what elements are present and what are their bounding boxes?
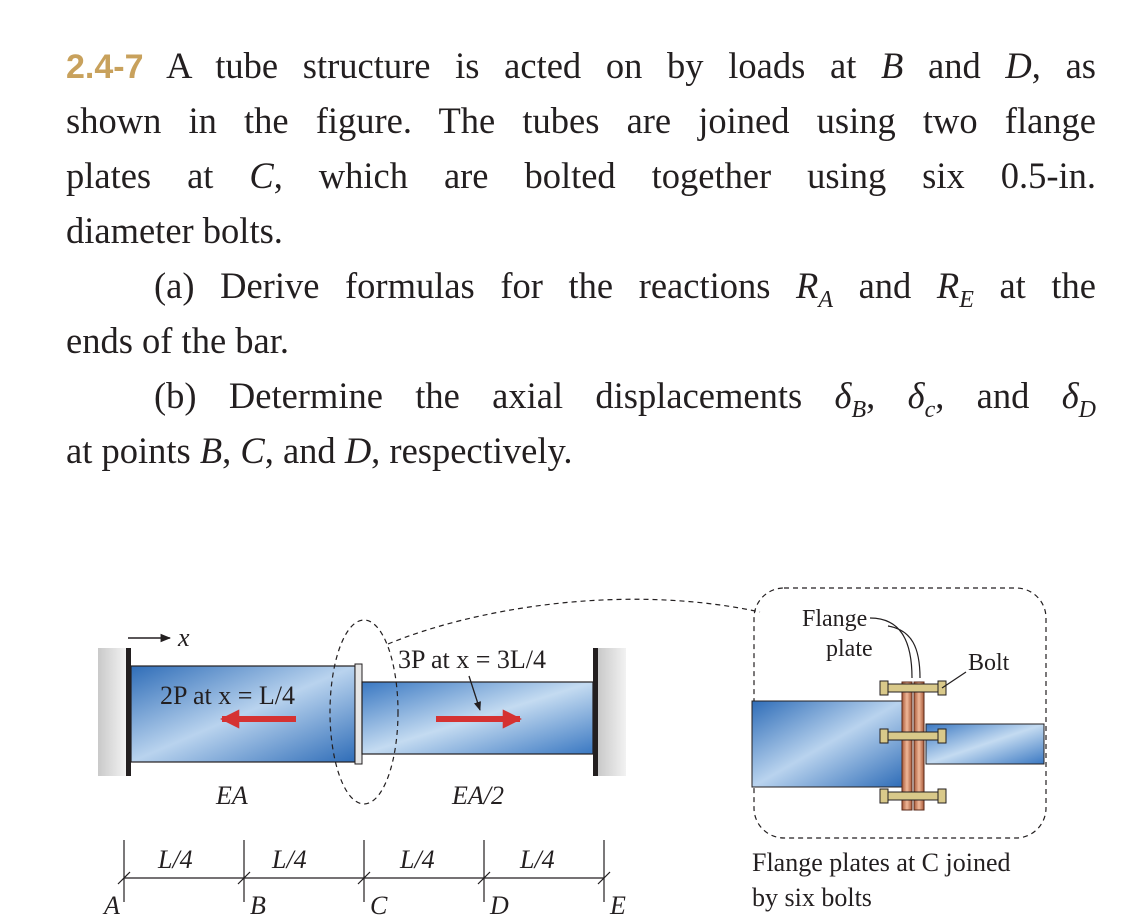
text: at the bbox=[973, 265, 1096, 306]
var-B: B bbox=[199, 430, 223, 471]
text: at points bbox=[66, 430, 200, 471]
text: and bbox=[903, 45, 1006, 86]
var-B: B bbox=[881, 45, 904, 86]
text: plates at bbox=[66, 155, 250, 196]
var-delta: δ bbox=[1061, 375, 1079, 416]
problem-statement bbox=[66, 38, 1096, 478]
part-b-line-1 bbox=[66, 368, 1096, 423]
detail-caption-line-2: by six bolts bbox=[752, 883, 872, 912]
part-b-line-2 bbox=[66, 423, 1096, 478]
left-wall bbox=[98, 648, 131, 776]
problem-line-4: diameter bolts. bbox=[66, 210, 283, 251]
detail-tube-left bbox=[752, 701, 902, 787]
text: and bbox=[833, 265, 937, 306]
load-B-label: 2P at x = L/4 bbox=[160, 681, 296, 710]
dim-CD: L/4 bbox=[400, 845, 435, 874]
flange-label-line-2: plate bbox=[826, 636, 873, 662]
flange-plate-left bbox=[355, 664, 362, 764]
detail-flange-plates bbox=[902, 682, 924, 810]
bolt-leader bbox=[942, 672, 966, 688]
problem-line-2: shown in the figure. The tubes are joined using two flange bbox=[66, 100, 1096, 141]
sub-E: E bbox=[959, 287, 974, 313]
right-wall bbox=[593, 648, 626, 776]
problem-number: 2.4-7 bbox=[66, 48, 144, 86]
detail-callout-line bbox=[388, 599, 760, 644]
flange-leader-2 bbox=[888, 626, 920, 678]
flange-label-line-1: Flange bbox=[802, 606, 868, 632]
var-C: C bbox=[240, 430, 265, 471]
text: , bbox=[866, 375, 908, 416]
var-D: D bbox=[1005, 45, 1032, 86]
x-axis-label: x bbox=[178, 623, 190, 652]
var-delta: δ bbox=[907, 375, 925, 416]
part-a-line-2: ends of the bar. bbox=[66, 320, 289, 361]
var-delta: δ bbox=[834, 375, 852, 416]
sub-D: D bbox=[1078, 397, 1096, 423]
problem-line-1 bbox=[66, 38, 1096, 93]
text: , and bbox=[935, 375, 1062, 416]
detail-caption-line-1: Flange plates at C joined bbox=[752, 848, 1011, 877]
point-D: D bbox=[490, 891, 509, 920]
text: (b) Determine the axial displacements bbox=[154, 375, 835, 416]
var-R: R bbox=[936, 265, 960, 306]
sub-A: A bbox=[818, 287, 833, 313]
var-C: C bbox=[249, 155, 274, 196]
problem-line-3 bbox=[66, 148, 1096, 203]
text: , respectively. bbox=[371, 430, 573, 471]
EA-right-label: EA/2 bbox=[452, 781, 504, 810]
dim-AB: L/4 bbox=[158, 845, 193, 874]
load-D-label: 3P at x = 3L/4 bbox=[398, 645, 547, 674]
EA-left-label: EA bbox=[216, 781, 248, 810]
text: , which are bolted together using six 0.5-in. bbox=[273, 155, 1097, 196]
text: (a) Derive formulas for the reactions bbox=[154, 265, 797, 306]
part-a-line-1 bbox=[66, 258, 1096, 313]
dim-BC: L/4 bbox=[272, 845, 307, 874]
tube-structure-figure bbox=[0, 560, 1148, 924]
var-D: D bbox=[344, 430, 372, 471]
text: , and bbox=[264, 430, 345, 471]
text: A tube structure is acted on by loads at bbox=[143, 45, 882, 86]
point-E: E bbox=[610, 891, 626, 920]
dim-DE: L/4 bbox=[520, 845, 555, 874]
sub-c: c bbox=[924, 397, 936, 423]
point-B: B bbox=[250, 891, 266, 920]
sub-B: B bbox=[851, 397, 867, 423]
bolt-label: Bolt bbox=[968, 650, 1010, 676]
point-A: A bbox=[104, 891, 120, 920]
text: , as bbox=[1031, 45, 1097, 86]
point-C: C bbox=[370, 891, 388, 920]
text: , bbox=[222, 430, 241, 471]
var-R: R bbox=[796, 265, 819, 306]
